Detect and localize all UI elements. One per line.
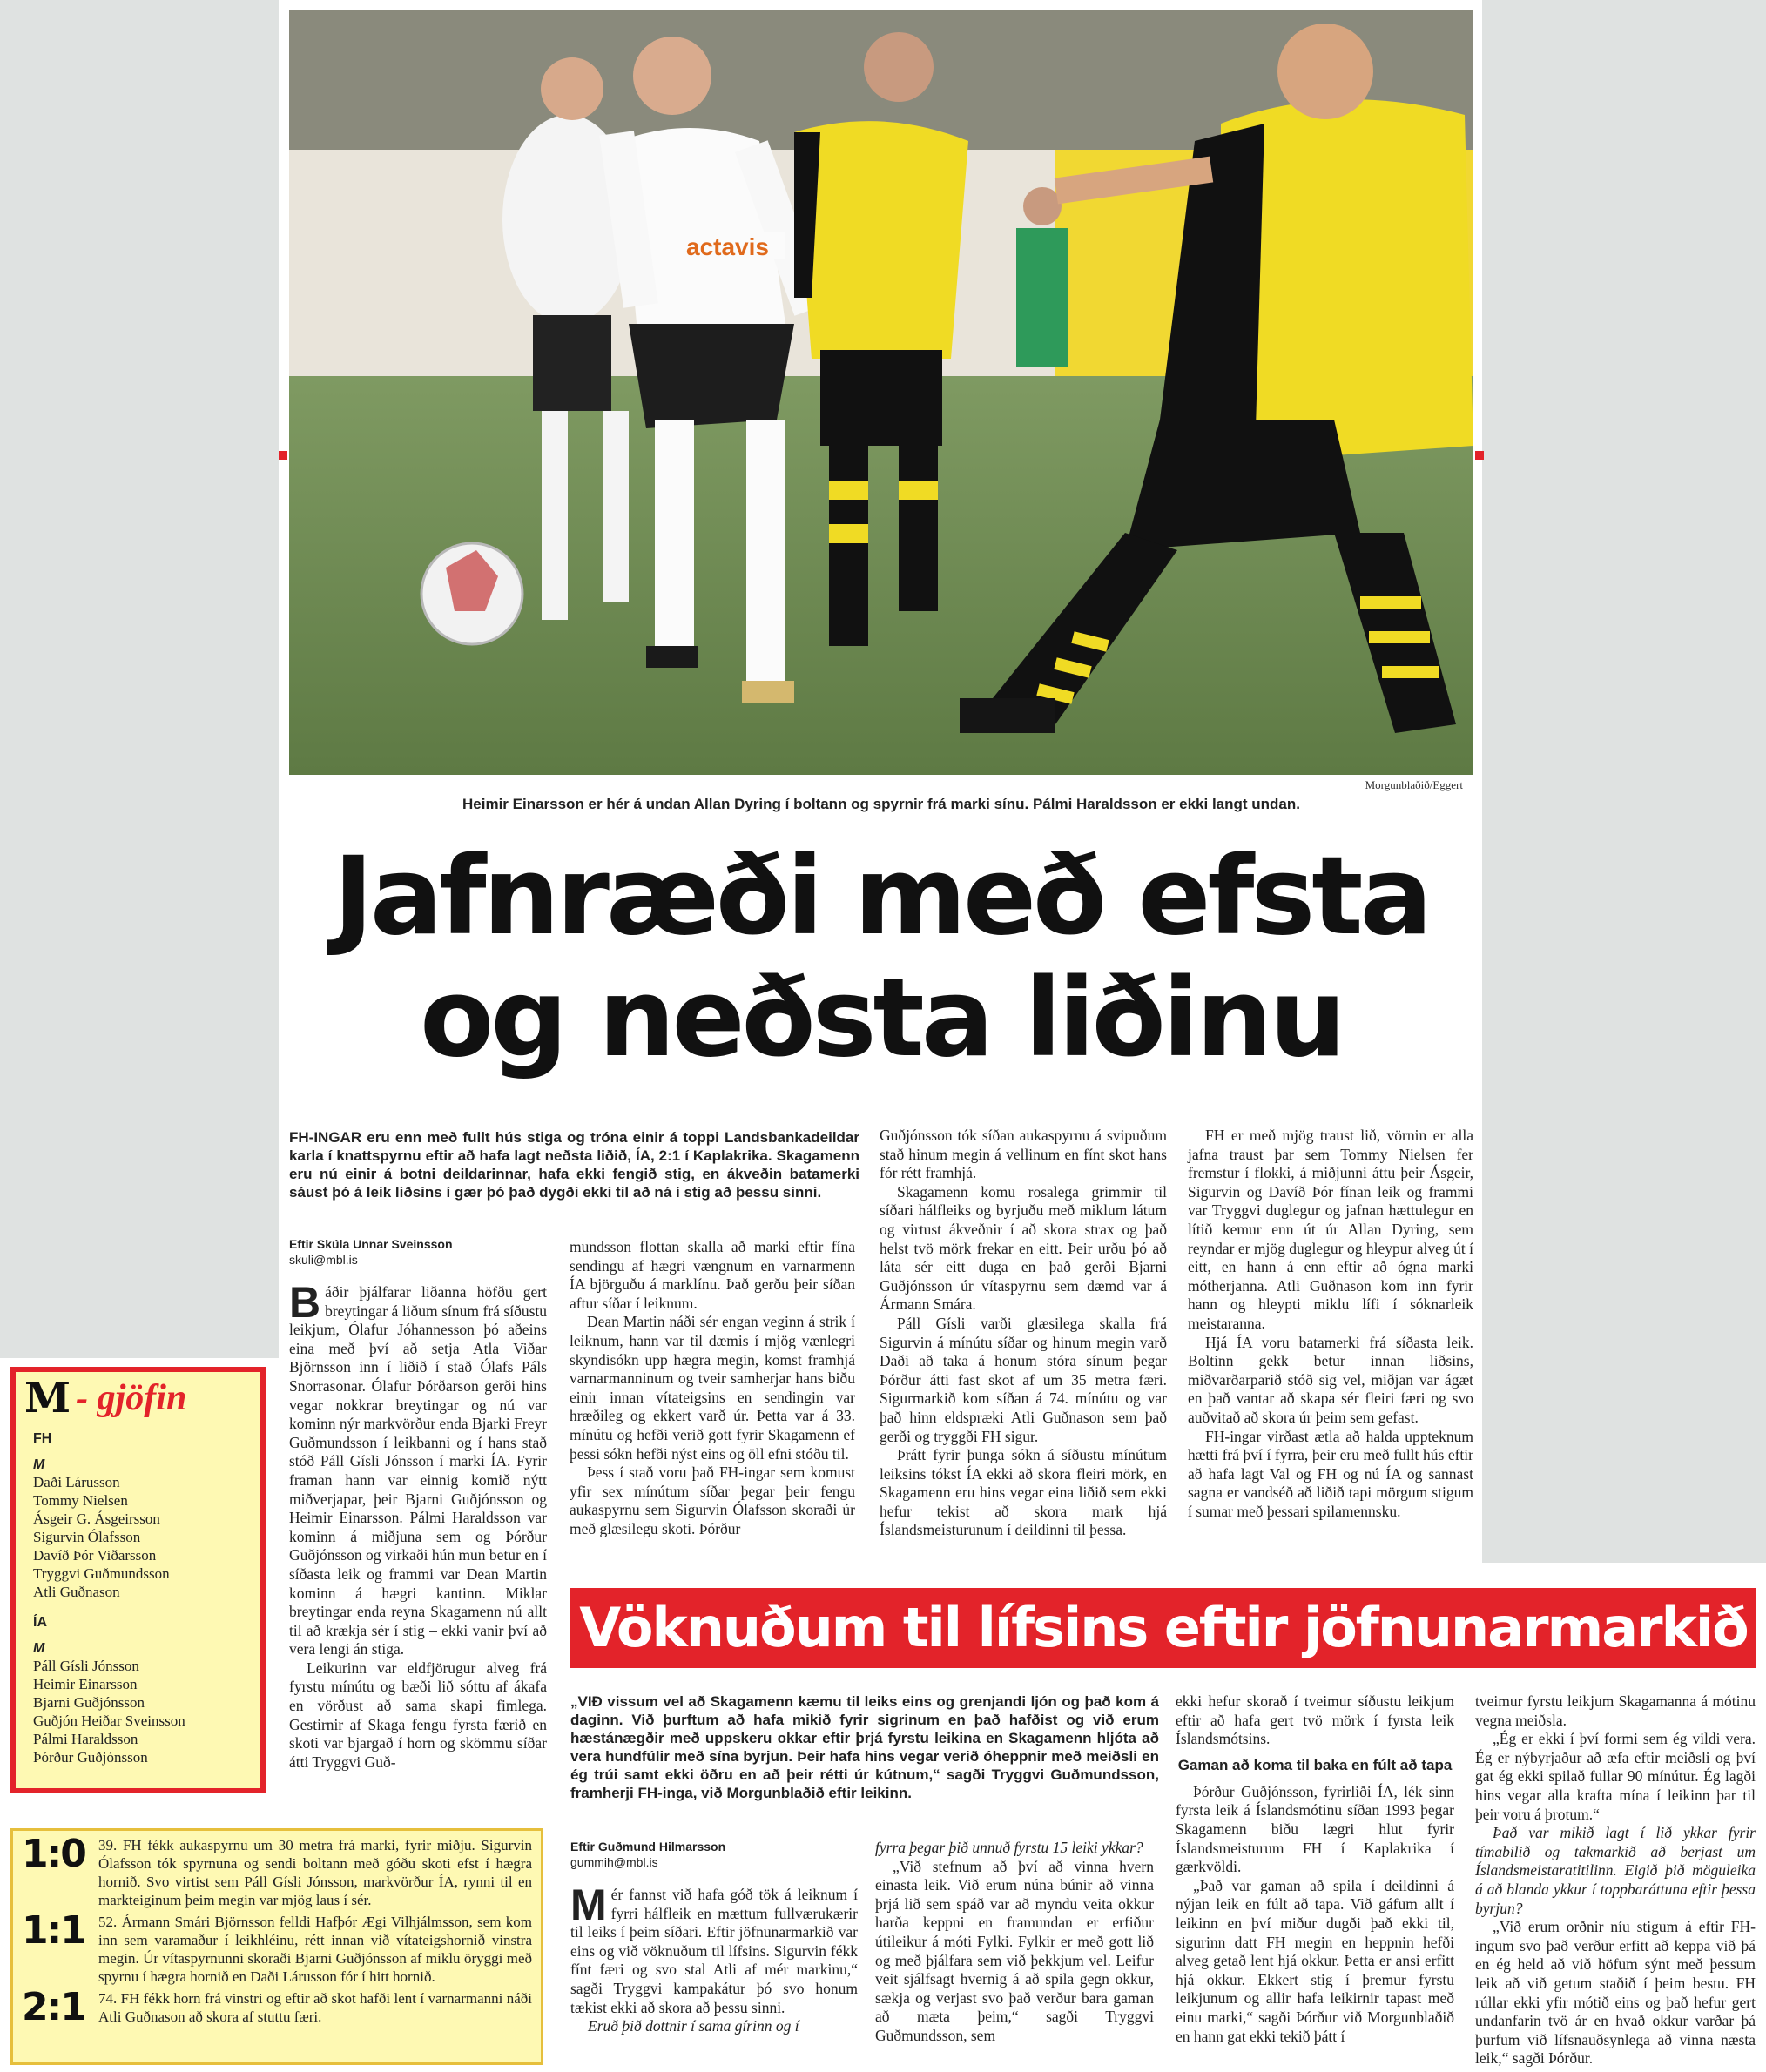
article1-col4 [1188, 1127, 1473, 1521]
article1-col3-p3: Páll Gísli varði glæsilega skalla frá Sigurvin á mínútu síðar og hinum megin varð Daði að taka á honum stóra sínum þegar Þórður átti fast skot af um 35 metra færi. Sigurmarkið kom síðan á 74. mínútu og var það hinn eldspræki Atli Guðnason sem það gerði og tryggði FH sigur. [880, 1314, 1167, 1445]
goals-box [10, 1828, 543, 2065]
article2-headline: Vöknuðum til lífsins eftir jöfnunarmarkið [570, 1588, 1756, 1668]
player: Ásgeir G. Ásgeirsson [33, 1510, 160, 1527]
article2-subheading: Gaman að koma til baka en fúlt að tapa [1177, 1756, 1453, 1773]
article1-col2 [570, 1238, 855, 1539]
dropcap-m: M [570, 1880, 607, 1929]
article2-col3 [1176, 1692, 1454, 2046]
article1-col1-p2: Leikurinn var eldfjörugur alveg frá fyrstu mínútu og bæði lið sóttu af ákafa en vörðust að sama skapi fimlega. Gestirnir af Skaga fengu fyrsta færið en skoti var bjargað í horn og skömmu síðar átti Tryggvi Guð- [289, 1658, 547, 1771]
player: Heimir Einarsson [33, 1676, 138, 1692]
main-headline [289, 836, 1473, 1080]
byline-email: skuli@mbl.is [289, 1253, 358, 1267]
article2-col1 [570, 1839, 858, 2036]
goal-row [22, 1908, 532, 1986]
byline-1 [289, 1236, 547, 1268]
article1-col4-p1: FH er með mjög traust lið, vörnin er alla jafna traust þar sem Tommy Nielsen fer fremstur í flokki, á miðjunni áttu þeir Ásgeir, Sigurvin og Davíð Þór fínan leik og frammi var Tryggvi duglegur og jafnan hættulegur en lítið kemur enn út úr Allan Dyring, sem reyndar er mjög duglegur og hleypur alveg út í eitt, en hann á enn eftir að ógna marki mótherjanna. Atli Guðnason kom inn fyrir hann og hleypti miklu lífi í sóknarleik meistaranna. [1188, 1127, 1473, 1332]
player: Guðjón Heiðar Sveinsson [33, 1712, 185, 1729]
player: Sigurvin Ólafsson [33, 1529, 141, 1545]
goal-text: 74. FH fékk horn frá vinstri og eftir að skot hafði lent í varnarmanni náði Atli Guðnason að skora af stuttu færi. [98, 1990, 532, 2025]
byline2-email: gummih@mbl.is [570, 1855, 658, 1869]
headline-line1: Jafnræði með efsta [333, 834, 1430, 959]
byline-2 [570, 1839, 858, 1870]
player: Atli Guðnason [33, 1584, 120, 1600]
mgjofin-box [10, 1367, 266, 1793]
team-ia-mark: M [33, 1641, 45, 1656]
player: Davíð Þór Viðarsson [33, 1547, 157, 1564]
article1-col3 [880, 1127, 1167, 1540]
article1-col3-p1: Guðjónsson tók síðan aukaspyrnu á svipuðum stað hinum megin á vellinum en fínt skot hans fór rétt framhjá. [880, 1127, 1167, 1182]
article2-col2-p1: „Við stefnum að því að vinna hvern einasta leik. Við erum núna búnir að vinna þrjá lið sem spáð var að myndu veita okkur harða keppni en framundan er erfiður útileikur á móti Fylki. Fylkir er með gott lið og með þjálfara sem við þekkjum vel. Leifur veit sjálfsagt hvernig á að spila gegn okkur, sækja og verjast svo það verður bara gaman að mæta þeim,“ sagði Tryggvi Guðmundsson, sem [875, 1857, 1154, 2044]
article2-col3-p2: Þórður Guðjónsson, fyrirliði ÍA, lék sinn fyrsta leik á Íslandsmótinu síðan 1993 þegar Skagamenn biðu lægri hlut fyrir Íslandsmeisturum FH í Kaplakrika í gærkvöldi. [1176, 1782, 1454, 1876]
article2-col1-p1: ér fannst við hafa góð tök á leiknum í fyrri hálfleik en mættum fullværukærir til leiks í þeim síðari. Eftir jöfnunarmarkið var eins og við vöknuðum til lífsins. Sigurvin fékk fínt færi og svo stal Atli af mér markinu,“ sagði Tryggvi kampakátur þó svo honum tækist ekki að skora að þessu sinni. [570, 1886, 858, 2016]
goal-row [22, 1985, 532, 2029]
shirt-sponsor-text: actavis [686, 233, 769, 260]
headline-line2: og neðsta liðinu [420, 956, 1343, 1081]
article2-col3-p3: „Það var gaman að spila í deildinni á nýjan leik en fúlt að tapa. Við gáfum allt í leikinn en því miður dugði það ekki til, sigurinn datt FH megin en heppnin hefði alveg getað lent hjá okkur. Þetta er ansi erfitt hjá okkur. Ekkert stig í þremur fyrstu leikjunum og allir hafa leikirnir tapast með einu marki,“ sagði Þórður við Morgunblaðið en hann gat ekki tekið þátt í [1176, 1876, 1454, 2045]
article1-col1 [289, 1236, 547, 1772]
goal-score: 1:0 [22, 1832, 85, 1876]
article2-col1-question: Eruð þið dottnir í sama gírinn og í [588, 2017, 799, 2035]
player: Bjarni Guðjónsson [33, 1694, 145, 1711]
player: Pálmi Haraldsson [33, 1731, 138, 1747]
red-mark-right [1475, 451, 1484, 460]
red-mark-left [279, 451, 287, 460]
player: Daði Lárusson [33, 1474, 120, 1490]
article2-col4-p2: „Ég er ekki í því formi sem ég vildi vera. Ég er nýbyrjaður að æfa eftir meiðsli og því gat ég ekki spilað fullar 90 mínútur. Ég lagði hins vegar alla krafta mína í leikinn þar til þeir voru á þrotum.“ [1475, 1730, 1756, 1823]
dropcap-b: B [289, 1278, 321, 1327]
player: Tryggvi Guðmundsson [33, 1565, 170, 1582]
goal-score: 1:1 [22, 1908, 85, 1953]
article-lead: FH-INGAR eru enn með fullt hús stiga og tróna einir á toppi Landsbankadeildar karla í knattspyrnu eftir að hafa lagt neðsta liðið, ÍA, 2:1 í Kaplakrika. Skagamenn eru nú einir á botni deildarinnar, hafa ekki fengið stig, en ákveðin batamerki sáust þó á leik liðsins í gær þó það dygði ekki til að ná í stig að þessu sinni. [289, 1129, 859, 1201]
article2-lead: „VIÐ vissum vel að Skagamenn kæmu til leiks eins og grenjandi ljón og það kom á daginn. Við þurftum að hafa mikið fyrir sigrinum en það hafðist og við erum hæstánægðir með uppskeru okkar eftir þrjá fyrstu leikina en Skagamenn hljóta að vera hundfúlir með sína byrjun. Þeir hafa hins vegar verið óheppnir með meiðsli en ég trúi samt ekki öðru en að þeir rétti úr kútnum,“ sagði Tryggvi Guðmundsson, framherji FH-inga, við Morgunblaðið eftir leikinn. [570, 1693, 1159, 1801]
goal-row [22, 1832, 532, 1909]
article1-col4-p2: Hjá ÍA voru batamerki frá síðasta leik. Boltinn gekk betur innan liðsins, miðvarðarparið stóð sig vel, miðjan var ágæt en það vantar að skapa sér fleiri færi og svo auðvitað að skora úr þeim sem gefast. [1188, 1333, 1473, 1426]
article1-col2-p2: Dean Martin náði sér engan veginn á strik í leiknum, hann var til dæmis í mjög vænlegri skyndisókn upp hægra megin, komst framhjá varnarmanninum og tveir samherjar hans biðu einir innan vítateigsins en sendingin var hræðileg og ekkert varð úr. Þetta var á 33. mínútu og hefði verið gott fyrir Skagamenn ef þessi sókn hefði nýst eins og öll efni stóðu til. [570, 1313, 855, 1463]
right-margin-bg [1482, 0, 1766, 1563]
photo-illustration [289, 10, 1473, 775]
team-fh-mark: M [33, 1457, 45, 1472]
article1-col3-p2: Skagamenn komu rosalega grimmir til síðari hálfleiks og byrjuðu með miklum látum og virtust ákveðnir í að skora strax og það helst tvö mörk frekar en eitt. Þeir urðu þó að láta sér eitt duga en það gerði Bjarni Guðjónsson úr vítaspyrnu sem dæmd var á Ármann Smára. [880, 1182, 1167, 1314]
left-margin-bg [0, 0, 279, 1358]
article1-col1-p1: áðir þjálfarar liðanna höfðu gert breytingar á liðum sínum frá síðustu leikjum, Ólafur Jóhannesson þó aðeins eina með því að setja Atla Viðar Björnsson inn í liðið í stað Ólafs Páls Snorrasonar. Ólafur Þórðarson gerði hins vegar nokkrar breytingar og nú var kominn nýr markvörður enda Bjarki Freyr Guðmundsson í leikbanni og í hans stað stóð Páll Gísli Jónsson í marki ÍA. Fyrir framan hann var einnig komið nýtt miðverjapar, þeir Bjarni Guðjónsson og Heimir Einarsson. Pálmi Haraldsson var kominn á miðjuna sem og Þórður Guðjónsson og virkaði hún mun betur en í síðasta leik og frammi var Dean Martin kominn á hægri kantinn. Miklar breytingar enda reyna Skagamenn nú allt til að krækja sér í stig – ekki vanir því að vera lengi án stiga. [289, 1283, 548, 1658]
team-ia-name: ÍA [33, 1615, 47, 1630]
article1-col4-p3: FH-ingar virðast ætla að halda uppteknum hætti frá því í fyrra, þeir eru með fullt hús eftir að hafa lagt Val og FH og nú ÍA og sannast sagna er vandséð að liðið tapi mörgum stigum í sumar með þessari spilamennsku. [1188, 1427, 1473, 1520]
article1-col2-p3: Þess í stað voru það FH-ingar sem komust yfir sex mínútum síðar þegar þeir fengu aukaspyrnu sem Sigurvin Ólafsson skoraði úr með glæsilegu skoti. Þórður [570, 1463, 855, 1537]
byline2-author: Eftir Guðmund Hilmarsson [570, 1840, 726, 1853]
article1-col3-p4: Þrátt fyrir þunga sókn á síðustu mínútum leiksins tókst ÍA ekki að skora fleiri mörk, en Skagamenn eru hins vegar eina liðið sem ekki hefur tekist að skora mark hjá Íslandsmeisturunum í deildinni til þessa. [880, 1446, 1167, 1539]
byline-author: Eftir Skúla Unnar Sveinsson [289, 1237, 453, 1251]
photo-credit: Morgunblaðið/Eggert [1365, 778, 1463, 791]
article2-col3-p1: ekki hefur skorað í tveimur síðustu leikjum eftir að hafa gert tvö mörk í fyrsta leik Íslandsmótsins. [1176, 1692, 1454, 1748]
player: Tommy Nielsen [33, 1492, 128, 1509]
article2-col2-question: fyrra þegar þið unnuð fyrstu 15 leiki ykkar? [875, 1839, 1143, 1856]
article2-col4-p3: „Við erum orðnir níu stigum á eftir FH-ingum svo það verður erfitt að keppa við þá en ég held að við höfum sýnt með þessum leik að við getum staðið í þeim bestu. FH rúllar ekki yfir mótið eins og það hefur gert undanfarin tvö ár en hvað okkur varðar þá þurfum við lífsnauðsynlega að vinna næsta leik,“ sagði Þórður. [1475, 1918, 1756, 2068]
goal-text: 52. Ármann Smári Björnsson felldi Hafþór Ægi Vilhjálmsson, sem kom inn sem varamaður í leikhléinu, rétt innan við vítateigshornið vinstra megin. Úr vítaspyrnunni skoraði Bjarni Guðjónsson af miklu öryggi með spyrnu í hægra hornið en Daði Lárusson fór í hitt hornið. [98, 1914, 532, 1985]
team-fh-name: FH [33, 1431, 52, 1446]
goal-score: 2:1 [22, 1985, 85, 2029]
mbl-logo: M [24, 1374, 71, 1423]
player: Páll Gísli Jónsson [33, 1658, 139, 1674]
player: Þórður Guðjónsson [33, 1749, 148, 1766]
article1-col2-p1: mundsson flottan skalla að marki eftir fína sendingu af hægri vængnum en varnarmenn ÍA björguðu á marklínu. Það gerðu þeir síðan aftur síðar í leiknum. [570, 1238, 855, 1312]
photo-caption: Heimir Einarsson er hér á undan Allan Dyring í boltann og spyrnir frá marki sínu. Pálmi Haraldsson er ekki langt undan. [462, 796, 1300, 812]
goal-text: 39. FH fékk aukaspyrnu um 30 metra frá marki, fyrir miðju. Sigurvin Ólafsson tók spyrnuna og sendi boltann með góðu skoti efst í hægra hornið. Svo virtist sem Páll Gísli Jónsson, markvörður ÍA, rynni til en markteiginum þeim megin var mjög laus í sér. [98, 1837, 532, 1908]
mgjofin-title-text: - gjöfin [76, 1378, 187, 1418]
mgjofin-title [24, 1374, 260, 1423]
article2-col4-question: Það var mikið lagt í lið ykkar fyrir tímabilið og takmarkið að berjast um Íslandsmeistaratitilinn. Eigið þið möguleika á að blanda ykkur í toppbaráttuna eftir þessa byrjun? [1475, 1824, 1756, 1917]
article2-col4-p1: tveimur fyrstu leikjum Skagamanna á mótinu vegna meiðsla. [1475, 1692, 1756, 1729]
article2-col4 [1475, 1692, 1756, 2069]
article2-col2 [875, 1839, 1154, 2046]
match-photo [289, 10, 1473, 775]
